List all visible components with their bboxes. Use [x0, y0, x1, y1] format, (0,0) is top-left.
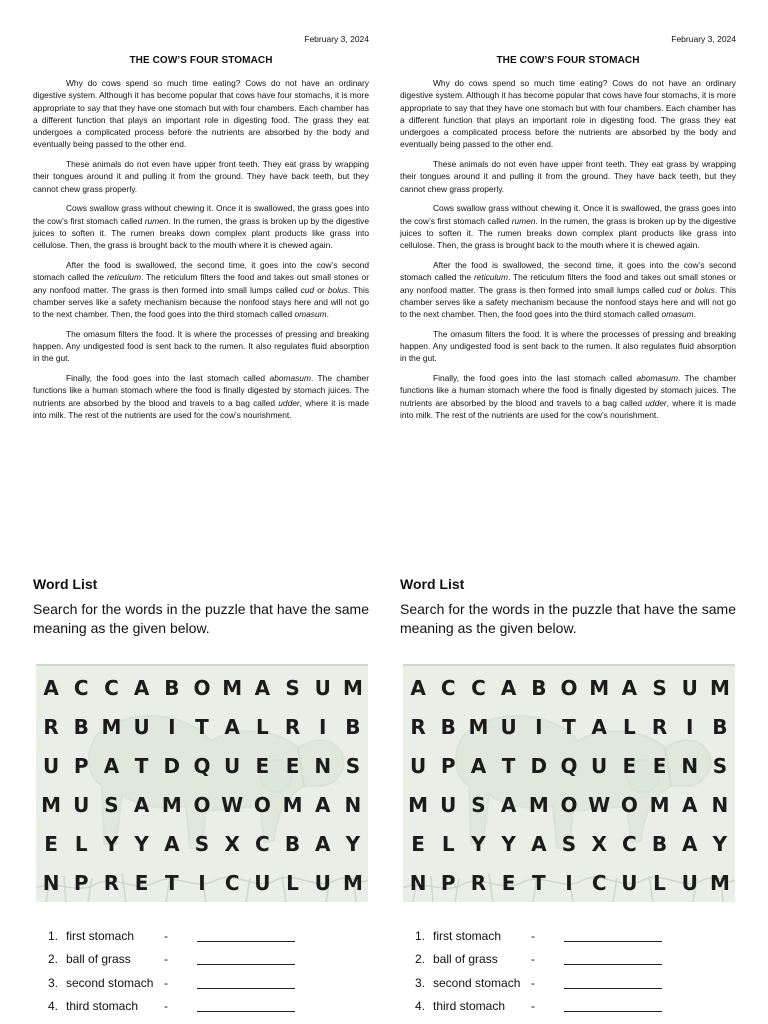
puzzle-letter[interactable]: U: [254, 870, 271, 895]
puzzle-letter[interactable]: N: [409, 870, 427, 895]
question-item: [415, 951, 735, 974]
puzzle-letter[interactable]: P: [73, 753, 89, 778]
puzzle-letter[interactable]: A: [621, 675, 638, 700]
puzzle-letter[interactable]: M: [709, 675, 730, 700]
word-list-instructions: Search for the words in the puzzle that have the same meaning as the given below.: [33, 601, 369, 636]
puzzle-letter[interactable]: L: [653, 870, 666, 895]
puzzle-letter[interactable]: C: [591, 870, 607, 895]
puzzle-letter[interactable]: C: [104, 675, 119, 700]
puzzle-letter[interactable]: A: [133, 792, 150, 817]
puzzle-letter[interactable]: S: [194, 831, 210, 856]
puzzle-letter[interactable]: E: [652, 753, 667, 778]
puzzle-letter[interactable]: R: [43, 714, 59, 739]
article-paragraph: These animals do not even have upper front teeth. They eat grass by wrapping their tongues around it and pulling it from the ground. They have back teeth, but they cannot chew grass properly.: [33, 159, 369, 194]
puzzle-letter[interactable]: I: [168, 714, 176, 739]
article-paragraph: These animals do not even have upper front teeth. They eat grass by wrapping their tongues around it and pulling it from the ground. They have back teeth, but they cannot chew grass properly.: [400, 159, 736, 194]
puzzle-letter[interactable]: U: [73, 792, 90, 817]
article-paragraph: Why do cows spend so much time eating? Cows do not have an ordinary digestive system. Although it has become popular that cows have four stomachs, it is more appropriate to say that they have one stomach but with four chambers. Each chamber has a different function that plays an important role in digesting food. The grass they eat undergoes a complicated process before the nutrients are absorbed by the body and eventually being passed to the other end.: [400, 78, 736, 150]
puzzle-letter[interactable]: Y: [712, 831, 728, 856]
question-dash: -: [164, 929, 168, 943]
puzzle-letter[interactable]: U: [314, 675, 331, 700]
puzzle-letter[interactable]: U: [42, 753, 60, 778]
puzzle-letter[interactable]: E: [134, 870, 149, 895]
puzzle-letter[interactable]: U: [409, 753, 427, 778]
puzzle-letter[interactable]: C: [224, 870, 240, 895]
puzzle-letter[interactable]: S: [712, 753, 728, 778]
puzzle-letter[interactable]: M: [649, 792, 670, 817]
question-dash: -: [531, 952, 535, 967]
article-paragraph: Finally, the food goes into the last stomach called abomasum. The chamber functions like a human stomach where the food is finally digested by stomach juices. The nutrients are absorbed by the blood and travels to a bag called udder, where it is made into milk. The rest of the nutrients are used for the cow’s nourishment.: [400, 373, 736, 420]
puzzle-letter[interactable]: M: [41, 792, 62, 817]
question-text: first stomach: [66, 929, 135, 943]
article-body: [400, 77, 736, 429]
article-paragraph: Cows swallow grass without chewing it. Once it is swallowed, the grass goes into the cow’s first stomach called rumen. In the rumen, the grass is broken up by the digestive juices to soften it. The rumen breaks down complex plant products like grass into cellulose. Then, the grass is brought back to the mouth where it is chewed again.: [33, 203, 369, 251]
puzzle-letter[interactable]: O: [560, 675, 578, 700]
puzzle-letter[interactable]: S: [285, 675, 300, 700]
question-item: [48, 951, 368, 974]
question-dash: -: [164, 952, 168, 967]
puzzle-letter[interactable]: N: [42, 870, 60, 895]
puzzle-letter[interactable]: R: [410, 714, 426, 739]
answer-blank[interactable]: [197, 941, 295, 942]
puzzle-letter[interactable]: A: [164, 831, 180, 856]
question-number: 2.: [48, 952, 59, 967]
letter-grid: [36, 668, 368, 902]
article-title: THE COW’S FOUR STOMACH: [496, 55, 640, 66]
question-item: [415, 975, 735, 998]
puzzle-letter[interactable]: C: [471, 675, 486, 700]
puzzle-letter[interactable]: A: [314, 792, 331, 817]
puzzle-letter[interactable]: Y: [345, 831, 361, 856]
puzzle-letter[interactable]: S: [471, 792, 486, 817]
date-text: February 3, 2024: [671, 34, 736, 44]
article-body: [33, 77, 369, 429]
puzzle-letter[interactable]: M: [282, 792, 303, 817]
puzzle-letter[interactable]: B: [440, 714, 456, 739]
puzzle-letter[interactable]: P: [73, 870, 89, 895]
puzzle-letter[interactable]: M: [222, 675, 243, 700]
puzzle-letter[interactable]: C: [622, 831, 637, 856]
answer-blank[interactable]: [564, 941, 662, 942]
puzzle-letter[interactable]: A: [500, 675, 517, 700]
article-paragraph: Why do cows spend so much time eating? Cows do not have an ordinary digestive system. Although it has become popular that cows have four stomachs, it is more appropriate to say that they have one stomach but with four chambers. Each chamber has a different function that plays an important role in digesting food. The grass they eat undergoes a complicated process before the nutrients are absorbed by the body and eventually being passed to the other end.: [33, 78, 369, 150]
question-text: second stomach: [66, 975, 154, 990]
puzzle-letter[interactable]: T: [562, 714, 576, 739]
puzzle-letter[interactable]: X: [224, 831, 240, 856]
question-number: 4.: [48, 998, 59, 1013]
puzzle-letter[interactable]: C: [440, 675, 456, 700]
article-paragraph: The omasum filters the food. It is where the processes of pressing and breaking happen. Any undigested food is sent back to the rumen. It also regulates fluid absorption in the gut.: [33, 328, 369, 364]
puzzle-letter[interactable]: Y: [471, 831, 486, 856]
puzzle-letter[interactable]: M: [101, 714, 122, 739]
puzzle-letter[interactable]: L: [441, 831, 455, 856]
puzzle-letter[interactable]: O: [620, 792, 638, 817]
puzzle-letter[interactable]: R: [651, 714, 668, 739]
puzzle-letter[interactable]: M: [161, 792, 182, 817]
puzzle-letter[interactable]: E: [501, 870, 516, 895]
puzzle-letter[interactable]: M: [589, 675, 610, 700]
puzzle-letter[interactable]: U: [591, 753, 608, 778]
puzzle-letter[interactable]: U: [440, 792, 457, 817]
puzzle-letter[interactable]: M: [709, 870, 730, 895]
puzzle-letter[interactable]: S: [561, 831, 577, 856]
puzzle-letter[interactable]: M: [342, 870, 363, 895]
question-text: second stomach: [433, 975, 521, 990]
puzzle-letter[interactable]: T: [164, 870, 179, 895]
question-number: 4.: [415, 998, 426, 1013]
puzzle-letter[interactable]: L: [622, 714, 636, 739]
puzzle-letter[interactable]: B: [531, 675, 547, 700]
answer-blank[interactable]: [197, 1011, 295, 1012]
puzzle-letter[interactable]: M: [342, 675, 363, 700]
puzzle-letter[interactable]: S: [104, 792, 119, 817]
puzzle-letter[interactable]: E: [255, 753, 270, 778]
puzzle-letter[interactable]: T: [134, 753, 149, 778]
puzzle-letter[interactable]: R: [103, 870, 120, 895]
puzzle-letter[interactable]: L: [286, 870, 299, 895]
puzzle-letter[interactable]: E: [44, 831, 58, 856]
puzzle-letter[interactable]: D: [163, 753, 181, 778]
puzzle-letter[interactable]: O: [193, 792, 211, 817]
puzzle-letter[interactable]: A: [531, 831, 547, 856]
puzzle-letter[interactable]: A: [470, 753, 487, 778]
puzzle-letter[interactable]: I: [318, 714, 327, 739]
puzzle-letter[interactable]: T: [501, 753, 516, 778]
puzzle-letter[interactable]: O: [193, 675, 211, 700]
question-text: ball of grass: [433, 952, 498, 967]
question-dash: -: [531, 975, 535, 990]
question-text: ball of grass: [66, 952, 131, 967]
puzzle-letter[interactable]: B: [73, 714, 89, 739]
puzzle-letter[interactable]: Q: [193, 753, 211, 778]
article-paragraph: Finally, the food goes into the last stomach called abomasum. The chamber functions like a human stomach where the food is finally digested by stomach juices. The nutrients are absorbed by the blood and travels to a bag called udder, where it is made into milk. The rest of the nutrients are used for the cow’s nourishment.: [33, 373, 369, 420]
puzzle-letter[interactable]: U: [621, 870, 638, 895]
puzzle-letter[interactable]: C: [255, 831, 270, 856]
puzzle-letter[interactable]: E: [622, 753, 637, 778]
puzzle-letter[interactable]: N: [711, 792, 729, 817]
word-list-heading: Word List: [33, 576, 98, 592]
puzzle-letter[interactable]: A: [591, 714, 607, 739]
puzzle-letter[interactable]: U: [224, 753, 241, 778]
puzzle-letter[interactable]: Q: [560, 753, 578, 778]
article-paragraph: After the food is swallowed, the second time, it goes into the cow’s second stomach called the reticulum. The reticulum filters the food and takes out small stones or any nonfood matter. The grass is then formed into small lumps called cud or bolus. This chamber serves like a safety mechanism because the nonfood stays here and will not go to the next chamber. Then, the food goes into the third stomach called omasum.: [33, 260, 370, 320]
article-title: THE COW’S FOUR STOMACH: [129, 55, 273, 66]
question-text: first stomach: [433, 929, 502, 943]
puzzle-letter[interactable]: A: [500, 792, 517, 817]
puzzle-letter[interactable]: B: [345, 714, 361, 739]
question-dash: -: [164, 998, 168, 1013]
question-dash: -: [531, 998, 535, 1013]
question-dash: -: [164, 975, 168, 990]
puzzle-letter[interactable]: A: [681, 831, 698, 856]
letter-grid: [403, 668, 735, 902]
puzzle-letter[interactable]: W: [221, 792, 244, 817]
puzzle-letter[interactable]: U: [500, 714, 517, 739]
puzzle-letter[interactable]: U: [133, 714, 150, 739]
worksheet-left: [33, 0, 369, 1024]
question-item: [415, 998, 735, 1021]
article-paragraph: Cows swallow grass without chewing it. Once it is swallowed, the grass goes into the cow’s first stomach called rumen. In the rumen, the grass is broken up by the digestive juices to soften it. The rumen breaks down complex plant products like grass into cellulose. Then, the grass is brought back to the mouth where it is chewed again.: [400, 203, 736, 251]
article-paragraph: The omasum filters the food. It is where the processes of pressing and breaking happen. Any undigested food is sent back to the rumen. It also regulates fluid absorption in the gut.: [400, 328, 736, 364]
word-list-instructions: Search for the words in the puzzle that have the same meaning as the given below.: [400, 601, 736, 636]
puzzle-letter[interactable]: N: [344, 792, 362, 817]
puzzle-letter[interactable]: A: [103, 753, 120, 778]
puzzle-letter[interactable]: E: [411, 831, 425, 856]
puzzle-letter[interactable]: A: [133, 675, 150, 700]
puzzle-letter[interactable]: I: [565, 870, 573, 895]
puzzle-letter[interactable]: W: [588, 792, 611, 817]
question-list: [415, 928, 735, 1021]
puzzle-letter[interactable]: X: [591, 831, 607, 856]
puzzle-letter[interactable]: Y: [104, 831, 119, 856]
puzzle-letter[interactable]: L: [74, 831, 88, 856]
question-item: [48, 998, 368, 1021]
puzzle-letter[interactable]: A: [681, 792, 698, 817]
word-list-heading: Word List: [400, 576, 465, 592]
article-paragraph: After the food is swallowed, the second time, it goes into the cow’s second stomach called the reticulum. The reticulum filters the food and takes out small stones or any nonfood matter. The grass is then formed into small lumps called cud or bolus. This chamber serves like a safety mechanism because the nonfood stays here and will not go to the next chamber. Then, the food goes into the third stomach called omasum.: [400, 260, 737, 320]
puzzle-letter[interactable]: B: [712, 714, 728, 739]
question-item: [48, 928, 368, 951]
puzzle-letter[interactable]: U: [681, 870, 698, 895]
puzzle-letter[interactable]: C: [73, 675, 89, 700]
question-number: 3.: [415, 975, 426, 990]
question-text: third stomach: [66, 998, 139, 1013]
puzzle-letter[interactable]: D: [530, 753, 548, 778]
puzzle-letter[interactable]: U: [314, 870, 331, 895]
question-list: [48, 928, 368, 1021]
puzzle-letter[interactable]: A: [410, 675, 426, 700]
answer-blank[interactable]: [564, 964, 662, 965]
word-search-puzzle: [36, 664, 368, 902]
puzzle-letter[interactable]: I: [535, 714, 543, 739]
question-number: 1.: [415, 929, 426, 943]
date-text: February 3, 2024: [304, 34, 369, 44]
question-item: [48, 975, 368, 998]
puzzle-letter[interactable]: O: [560, 792, 578, 817]
answer-blank[interactable]: [564, 988, 662, 989]
puzzle-letter[interactable]: Y: [134, 831, 149, 856]
puzzle-letter[interactable]: S: [345, 753, 361, 778]
question-item: [415, 928, 735, 951]
puzzle-letter[interactable]: P: [440, 870, 456, 895]
question-number: 2.: [415, 952, 426, 967]
answer-blank[interactable]: [197, 964, 295, 965]
puzzle-letter[interactable]: B: [651, 831, 668, 856]
worksheet-right: [400, 0, 736, 1024]
word-search-puzzle: [403, 664, 735, 902]
puzzle-letter[interactable]: M: [528, 792, 549, 817]
puzzle-letter[interactable]: M: [408, 792, 429, 817]
question-text: third stomach: [433, 998, 506, 1013]
answer-blank[interactable]: [197, 988, 295, 989]
puzzle-letter[interactable]: A: [254, 675, 271, 700]
question-number: 1.: [48, 929, 59, 943]
puzzle-letter[interactable]: A: [314, 831, 331, 856]
puzzle-letter[interactable]: A: [224, 714, 240, 739]
puzzle-letter[interactable]: O: [253, 792, 271, 817]
puzzle-letter[interactable]: N: [681, 753, 699, 778]
puzzle-letter[interactable]: A: [43, 675, 59, 700]
puzzle-letter[interactable]: L: [255, 714, 269, 739]
puzzle-letter[interactable]: B: [164, 675, 180, 700]
question-dash: -: [531, 929, 535, 943]
puzzle-letter[interactable]: N: [314, 753, 332, 778]
puzzle-letter[interactable]: P: [440, 753, 456, 778]
answer-blank[interactable]: [564, 1011, 662, 1012]
question-number: 3.: [48, 975, 59, 990]
puzzle-letter[interactable]: I: [198, 870, 206, 895]
puzzle-letter[interactable]: T: [195, 714, 209, 739]
puzzle-letter[interactable]: S: [652, 675, 667, 700]
puzzle-letter[interactable]: R: [284, 714, 301, 739]
puzzle-letter[interactable]: B: [284, 831, 301, 856]
puzzle-letter[interactable]: T: [531, 870, 546, 895]
puzzle-letter[interactable]: I: [685, 714, 694, 739]
puzzle-letter[interactable]: M: [468, 714, 489, 739]
puzzle-letter[interactable]: R: [470, 870, 487, 895]
puzzle-letter[interactable]: E: [285, 753, 300, 778]
puzzle-letter[interactable]: Y: [501, 831, 516, 856]
puzzle-letter[interactable]: U: [681, 675, 698, 700]
